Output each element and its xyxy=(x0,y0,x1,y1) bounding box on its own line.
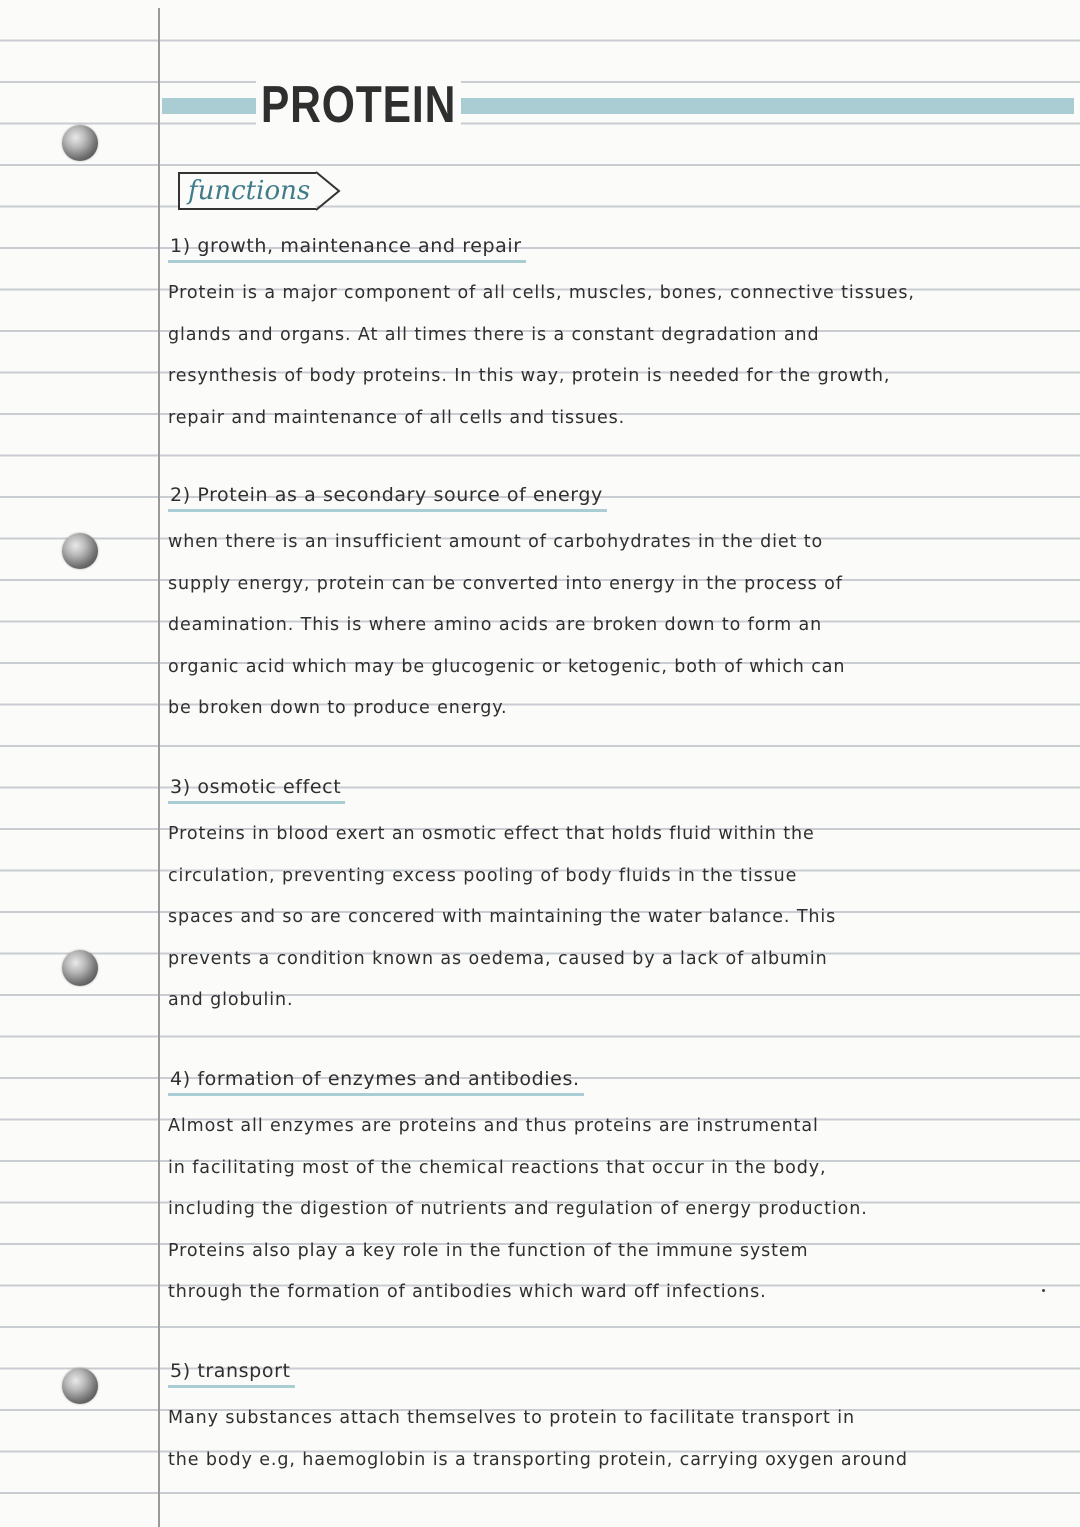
section-heading: 2) Protein as a secondary source of energy xyxy=(168,482,607,512)
section-body xyxy=(168,522,1058,730)
ink-dot xyxy=(1042,1289,1045,1292)
body-line: supply energy, protein can be converted into energy in the process of xyxy=(168,573,843,594)
body-line: when there is an insufficient amount of carbohydrates in the diet to xyxy=(168,532,824,552)
title-row xyxy=(160,72,1080,142)
page-title: PROTEIN xyxy=(256,72,461,138)
section-body xyxy=(168,1398,1058,1481)
arrow-tag-icon xyxy=(316,172,340,210)
section-osmotic xyxy=(168,774,1058,1022)
punch-hole xyxy=(62,533,98,569)
punch-hole xyxy=(62,125,98,161)
section-heading: 3) osmotic effect xyxy=(168,774,345,804)
body-line: prevents a condition known as oedema, caused by a lack of albumin xyxy=(168,948,828,969)
body-line: Protein is a major component of all cells, muscles, bones, connective tissues, xyxy=(168,283,915,303)
section-energy xyxy=(168,482,1058,730)
section-heading: 1) growth, maintenance and repair xyxy=(168,233,526,263)
subheading-tag xyxy=(178,171,340,211)
section-heading: 4) formation of enzymes and antibodies. xyxy=(168,1066,584,1096)
section-body xyxy=(168,814,1058,1022)
body-line: circulation, preventing excess pooling of body fluids in the tissue xyxy=(168,865,798,886)
punch-hole xyxy=(62,950,98,986)
section-transport xyxy=(168,1358,1058,1481)
body-line: Proteins also play a key role in the function of the immune system xyxy=(168,1240,809,1261)
punch-hole xyxy=(62,1368,98,1404)
section-heading: 5) transport xyxy=(168,1358,295,1388)
body-line: Proteins in blood exert an osmotic effect that holds fluid within the xyxy=(168,824,815,844)
body-line: repair and maintenance of all cells and tissues. xyxy=(168,407,626,428)
section-body xyxy=(168,273,1058,439)
subheading-label: functions xyxy=(178,172,316,210)
body-line: and globulin. xyxy=(168,990,294,1010)
body-line: resynthesis of body proteins. In this way, protein is needed for the growth, xyxy=(168,366,891,386)
body-line: in facilitating most of the chemical reactions that occur in the body, xyxy=(168,1157,827,1178)
body-line: including the digestion of nutrients and regulation of energy production. xyxy=(168,1199,868,1219)
body-line: Almost all enzymes are proteins and thus proteins are instrumental xyxy=(168,1116,819,1136)
body-line: spaces and so are concered with maintaining the water balance. This xyxy=(168,907,837,927)
section-body xyxy=(168,1106,1058,1314)
section-growth xyxy=(168,233,1058,439)
body-line: the body e.g, haemoglobin is a transporting protein, carrying oxygen around xyxy=(168,1449,908,1470)
section-enzymes xyxy=(168,1066,1058,1314)
margin-line xyxy=(158,8,160,1527)
body-line: glands and organs. At all times there is a constant degradation and xyxy=(168,324,820,345)
body-line: organic acid which may be glucogenic or ketogenic, both of which can xyxy=(168,656,846,677)
body-line: Many substances attach themselves to protein to facilitate transport in xyxy=(168,1408,855,1428)
body-line: through the formation of antibodies which ward off infections. xyxy=(168,1282,767,1302)
body-line: deamination. This is where amino acids are broken down to form an xyxy=(168,615,823,635)
body-line: be broken down to produce energy. xyxy=(168,698,508,718)
